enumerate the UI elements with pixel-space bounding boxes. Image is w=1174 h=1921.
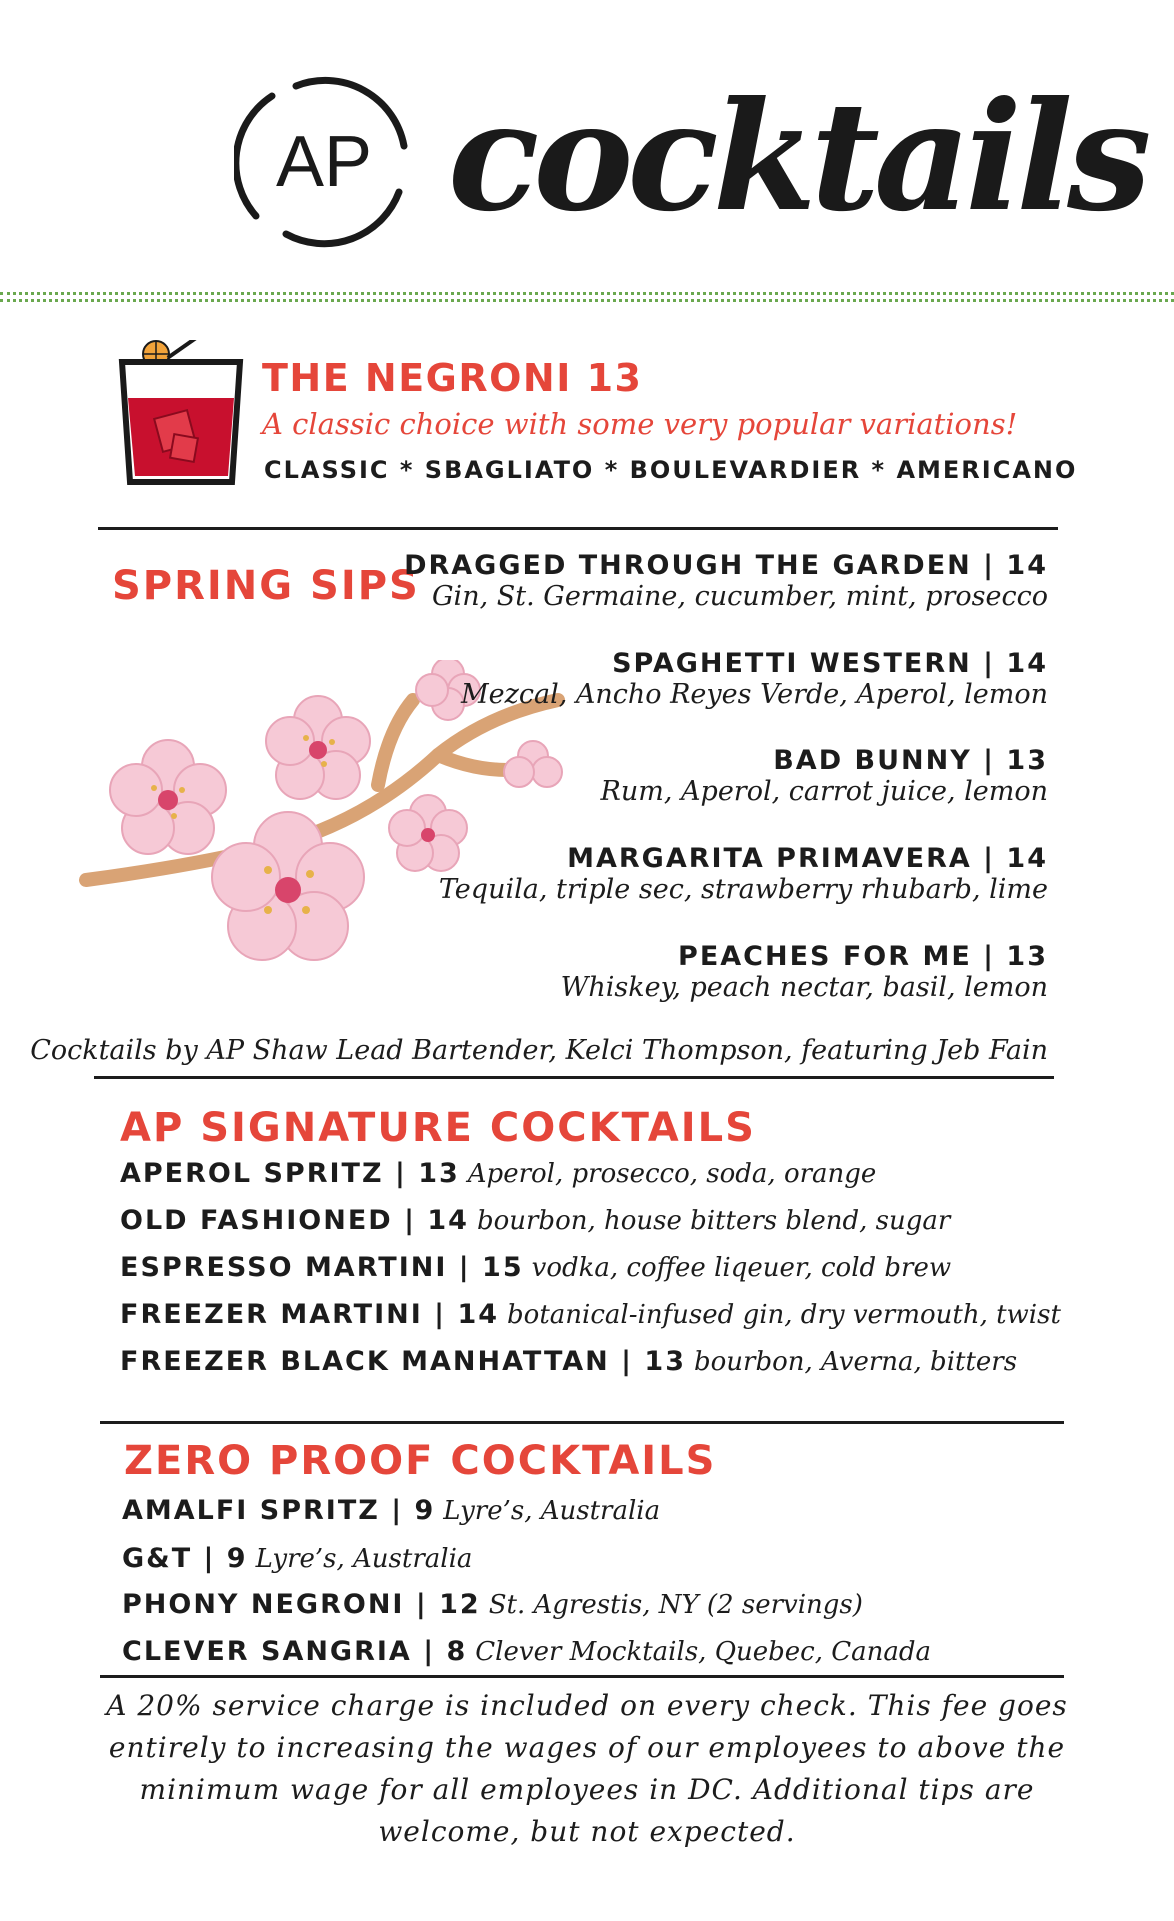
drink-ingredients: Whiskey, peach nectar, basil, lemon [560, 972, 1048, 1003]
drink-ingredients: Clever Mocktails, Quebec, Canada [475, 1637, 932, 1667]
drink-ingredients: Gin, St. Germaine, cucumber, mint, prosecco [431, 581, 1048, 612]
spring-sip-item [561, 941, 1048, 1003]
spring-sip-item [439, 843, 1048, 905]
signature-title: AP SIGNATURE COCKTAILS [120, 1105, 756, 1151]
drink-row [120, 1205, 950, 1236]
drink-row [120, 1158, 876, 1189]
drink-row [122, 1636, 931, 1667]
drink-ingredients: Tequila, triple sec, strawberry rhubarb, lime [438, 874, 1048, 905]
drink-ingredients: Lyre’s, Australia [255, 1544, 473, 1574]
spring-sip-item [601, 745, 1048, 807]
bartender-credit: Cocktails by AP Shaw Lead Bartender, Kelci Thompson, featuring Jeb Fain [30, 1035, 1048, 1066]
section-divider [94, 1076, 1054, 1079]
drink-name: ESPRESSO MARTINI | 15 [120, 1252, 524, 1283]
drink-name: BAD BUNNY | 13 [773, 745, 1048, 776]
drink-row [120, 1299, 1061, 1330]
section-divider [98, 527, 1058, 530]
drink-ingredients: Lyre’s, Australia [443, 1496, 661, 1526]
drink-row [120, 1346, 1017, 1377]
drink-name: APEROL SPRITZ | 13 [120, 1158, 460, 1189]
dotted-divider [0, 292, 1174, 302]
drink-row [122, 1589, 863, 1620]
drink-name: CLEVER SANGRIA | 8 [122, 1636, 468, 1667]
drink-name: MARGARITA PRIMAVERA | 14 [567, 843, 1048, 874]
spring-sip-item [461, 648, 1048, 710]
section-divider [100, 1421, 1064, 1424]
page-title: cocktails [448, 69, 1146, 245]
spring-sips-title: SPRING SIPS [112, 563, 420, 609]
drink-name: G&T | 9 [122, 1543, 248, 1574]
drink-name: PEACHES FOR ME | 13 [678, 941, 1048, 972]
drink-row [120, 1252, 951, 1283]
drink-ingredients: bourbon, house bitters blend, sugar [476, 1206, 951, 1236]
negroni-variations: CLASSIC * SBAGLIATO * BOULEVARDIER * AMERICANO [264, 456, 1078, 484]
spring-sip-item [404, 550, 1048, 612]
drink-name: PHONY NEGRONI | 12 [122, 1589, 481, 1620]
drink-name: FREEZER MARTINI | 14 [120, 1299, 500, 1330]
drink-name: FREEZER BLACK MANHATTAN | 13 [120, 1346, 686, 1377]
negroni-glass-icon [116, 340, 246, 490]
ap-logo [234, 74, 414, 254]
drink-ingredients: Rum, Aperol, carrot juice, lemon [600, 776, 1048, 807]
negroni-subtitle: A classic choice with some very popular variations! [262, 407, 1018, 441]
drink-row [122, 1543, 472, 1574]
zero-proof-title: ZERO PROOF COCKTAILS [124, 1438, 717, 1484]
drink-name: SPAGHETTI WESTERN | 14 [612, 648, 1048, 679]
drink-ingredients: St. Agrestis, NY (2 servings) [488, 1590, 863, 1620]
drink-row [122, 1495, 660, 1526]
drink-name: OLD FASHIONED | 14 [120, 1205, 469, 1236]
drink-ingredients: Mezcal, Ancho Reyes Verde, Aperol, lemon [461, 679, 1048, 710]
logo-text: AP [275, 122, 373, 202]
drink-ingredients: botanical-infused gin, dry vermouth, twist [507, 1300, 1061, 1330]
drink-name: AMALFI SPRITZ | 9 [122, 1495, 436, 1526]
drink-ingredients: Aperol, prosecco, soda, orange [467, 1159, 877, 1189]
drink-ingredients: bourbon, Averna, bitters [694, 1347, 1018, 1377]
negroni-title: THE NEGRONI 13 [262, 356, 643, 400]
section-divider [100, 1675, 1064, 1678]
drink-name: DRAGGED THROUGH THE GARDEN | 14 [404, 550, 1048, 581]
drink-ingredients: vodka, coffee liqeuer, cold brew [531, 1253, 952, 1283]
service-charge-note: A 20% service charge is included on every check. This fee goes entirely to increasing the wages of our employees to above the minimum wage for all employees in DC. Additional tips are welcome, but not expected. [106, 1689, 1068, 1848]
